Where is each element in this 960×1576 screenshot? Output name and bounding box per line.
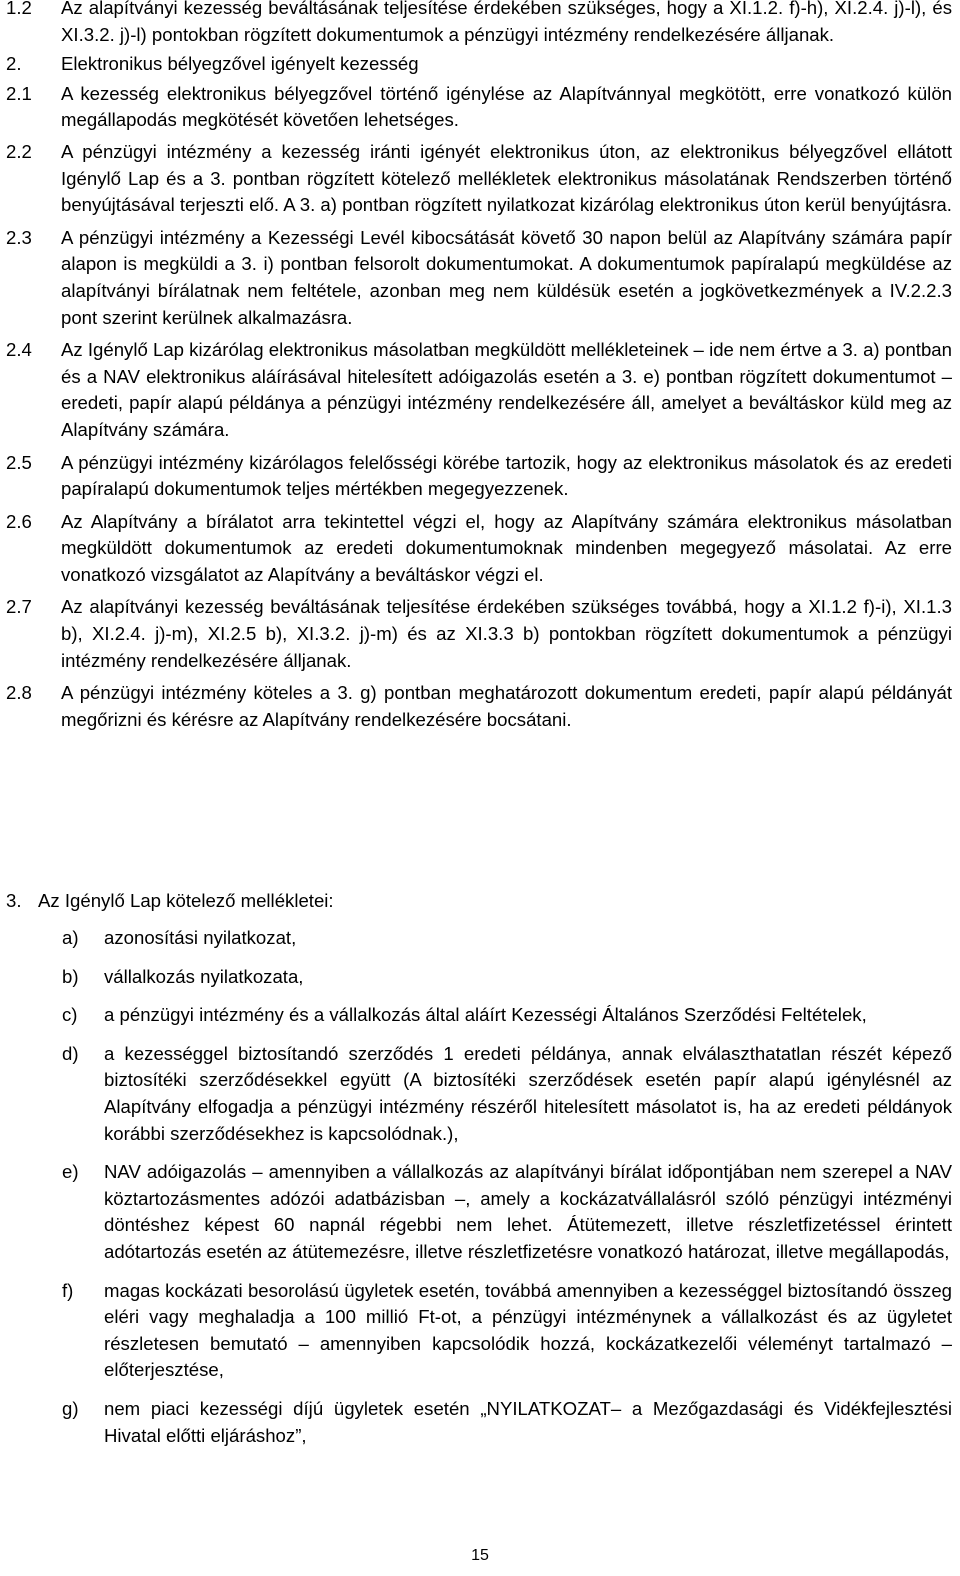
list-text: azonosítási nyilatkozat,	[104, 927, 297, 948]
item-text: A pénzügyi intézmény kizárólagos felelősségi körébe tartozik, hogy az elektronikus másolatok és az eredeti papíralapú dokumentumok teljes mértékben megegyezzenek.	[61, 451, 952, 500]
list-label: g)	[62, 1397, 79, 1419]
list-item	[62, 1041, 952, 1147]
item-2-5	[6, 450, 952, 503]
item-text: Az alapítványi kezesség beváltásának teljesítése érdekében szükséges, hogy a XI.1.2. f)-h), XI.2.4. j)-l), és XI.3.2. j)-l) pontokban rögzített dokumentumok a pénzügyi intézmény rendelkezésére álljanak.	[61, 0, 952, 45]
item-number: 1.2	[6, 0, 32, 18]
item-text: Az Igénylő Lap kizárólag elektronikus másolatban megküldött mellékleteinek – ide nem értve a 3. a) pontban és a NAV elektronikus aláírásával hitelesített adóigazolás esetén a 3. e) pontban rögzített dokumentumot – eredeti, papír alapú példánya a pénzügyi intézmény rendelkezésére áll, amelyet a beváltáskor küld meg az Alapítvány számára.	[61, 339, 952, 440]
list-item	[62, 925, 952, 952]
item-number: 2.6	[6, 510, 32, 532]
item-text: A pénzügyi intézmény a kezesség iránti igényét elektronikus úton, az elektronikus bélyegzővel ellátott Igénylő Lap és a 3. pontban rögzített kötelező mellékletek elektronikus másolatának Rendszerben történő benyújtásával terjeszti elő. A 3. a) pontban rögzített nyilatkozat kizárólag elektronikus úton kerül benyújtásra.	[61, 140, 952, 216]
paragraph-block-1	[6, 0, 952, 733]
item-number: 2.8	[6, 682, 32, 704]
attachments-list	[62, 925, 952, 1461]
section-3-heading	[6, 888, 952, 915]
list-item	[62, 1396, 952, 1449]
page-number: 15	[471, 1547, 489, 1564]
list-text: nem piaci kezességi díjú ügyletek esetén „NYILATKOZAT– a Mezőgazdasági és Vidékfejlesztési Hivatal előtti eljáráshoz”,	[104, 1397, 952, 1446]
list-text: vállalkozás nyilatkozata,	[104, 965, 304, 987]
list-text: NAV adóigazolás – amennyiben a vállalkozás az alapítványi bírálat időpontjában nem szerepel a NAV köztartozásmentes adózói adatbázisban –, amely a kockázatvállalásról szóló pénzügyi intézményi döntéshez képest 60 napnál régebbi nem lehet. Átütemezett, illetve részletfizetéssel érintett adótartozás esetén az átütemezésre, illetve részletfizetésre vonatkozó határozat, illetve megállapodás,	[104, 1161, 952, 1262]
item-2-2	[6, 139, 952, 219]
item-number: 2.7	[6, 596, 32, 618]
list-text: a pénzügyi intézmény és a vállalkozás által aláírt Kezességi Általános Szerződési Feltételek,	[104, 1004, 867, 1026]
item-number: 2.1	[6, 82, 32, 104]
list-label: b)	[62, 965, 79, 987]
list-item	[62, 964, 952, 991]
section-heading: Elektronikus bélyegzővel igényelt kezesség	[61, 53, 419, 75]
list-text: a kezességgel biztosítandó szerződés 1 eredeti példánya, annak elválaszthatatlan részét képező biztosítéki szerződésekkel együtt (A biztosítéki szerződések esetén papír alapú igénylésnél az Alapítvány elfogadja a pénzügyi intézmény részéről hitelesített másolatot is, ha az eredeti példányok korábbi szerződésekhez is kapcsolódnak.),	[104, 1042, 952, 1144]
item-text: A pénzügyi intézmény köteles a 3. g) pontban meghatározott dokumentum eredeti, papír alapú példányát megőrizni és kérésre az Alapítvány rendelkezésére bocsátani.	[61, 682, 952, 730]
item-text: A pénzügyi intézmény a Kezességi Levél kibocsátását követő 30 napon belül az Alapítvány számára papír alapon is megküldi a 3. i) pontban felsorolt dokumentumokat. A dokumentumok papíralapú megküldése az alapítványi bírálatnak nem feltétele, azonban meg nem küldésük esetén a jogkövetkezmények a IV.2.2.3 pont szerint kerülnek alkalmazásra.	[61, 226, 952, 328]
list-text: magas kockázati besorolású ügyletek esetén, továbbá amennyiben a kezességgel biztosítandó összeg eléri vagy meghaladja a 100 millió Ft-ot, a pénzügyi intézménynek a vállalkozást és az ügyletet részletesen bemutató – amennyiben kapcsolódik hozzá, kockázatkezelői véleményt tartalmazó –előterjesztése,	[104, 1279, 952, 1381]
list-label: d)	[62, 1042, 79, 1064]
section-number: 3.	[6, 890, 22, 911]
item-2-1	[6, 81, 952, 134]
list-label: c)	[62, 1004, 78, 1026]
item-text: Az alapítványi kezesség beváltásának teljesítése érdekében szükséges továbbá, hogy a XI.1.2 f)-i), XI.1.3 b), XI.2.4. j)-m), XI.2.5 b), XI.3.2. j)-m) és az XI.3.3 b) pontokban rögzített dokumentumok a pénzügyi intézmény rendelkezésére álljanak.	[61, 596, 952, 671]
item-2-6	[6, 509, 952, 589]
item-number: 2.3	[6, 226, 32, 248]
item-2-heading	[6, 51, 952, 78]
list-item	[62, 1002, 952, 1029]
section-title: Az Igénylő Lap kötelező mellékletei:	[38, 890, 334, 911]
item-text: Az Alapítvány a bírálatot arra tekintettel végzi el, hogy az Alapítvány számára elektronikus másolatban megküldött dokumentumok az eredeti dokumentumoknak mindenben megegyező másolatai. Az erre vonatkozó vizsgálatot az Alapítvány a beváltáskor végzi el.	[61, 510, 952, 585]
item-number: 2.2	[6, 140, 32, 162]
list-label: a)	[62, 927, 79, 948]
item-number: 2.5	[6, 451, 32, 473]
list-item	[62, 1159, 952, 1265]
list-label: f)	[62, 1279, 74, 1301]
item-2-4	[6, 337, 952, 443]
item-2-7	[6, 594, 952, 674]
list-item	[62, 1278, 952, 1384]
item-number: 2.	[6, 53, 22, 75]
item-number: 2.4	[6, 339, 32, 361]
item-2-3	[6, 225, 952, 331]
item-2-8	[6, 680, 952, 733]
list-label: e)	[62, 1161, 79, 1183]
item-1-2	[6, 0, 952, 48]
item-text: A kezesség elektronikus bélyegzővel történő igénylése az Alapítvánnyal megkötött, erre vonatkozó külön megállapodás megkötését követően lehetséges.	[61, 82, 952, 131]
